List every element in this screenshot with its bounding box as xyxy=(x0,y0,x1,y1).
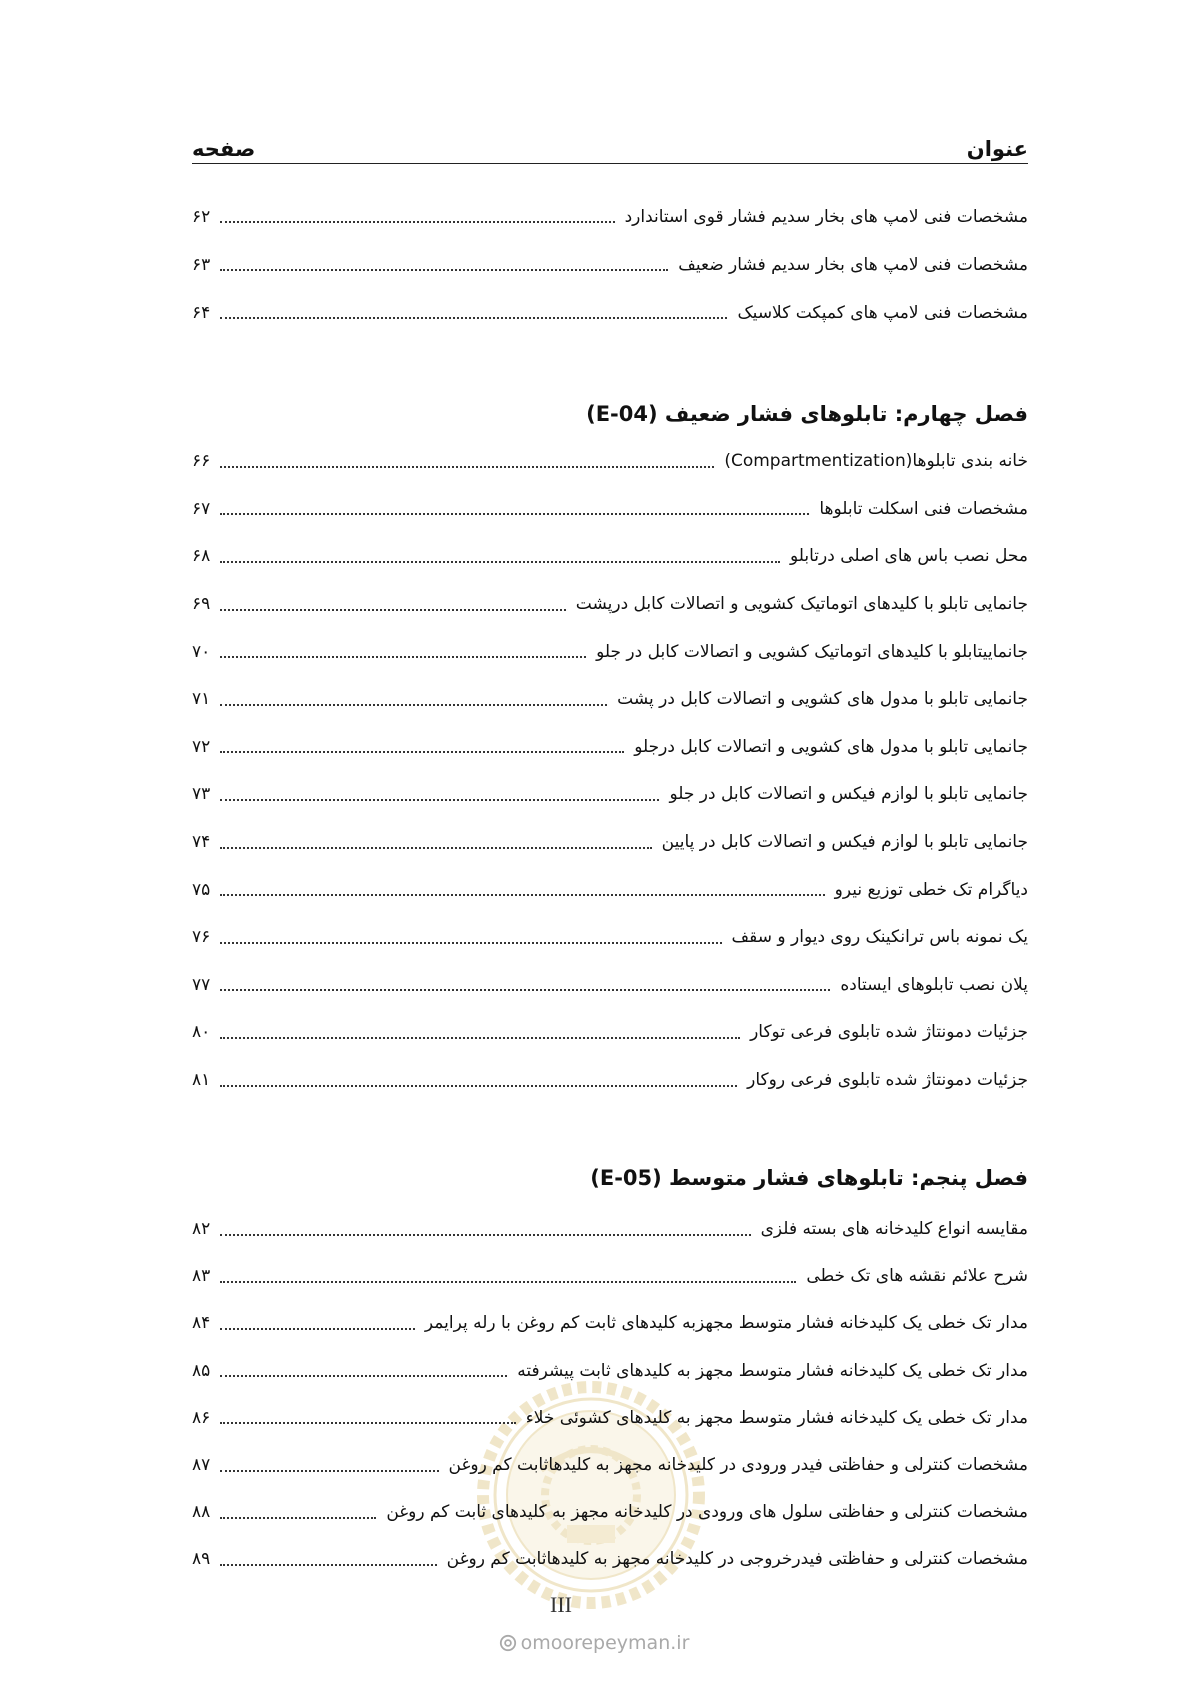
entry-page-number: ۶۳ xyxy=(192,254,211,275)
toc-entry xyxy=(192,1300,1028,1347)
entry-page-number: ۸۳ xyxy=(192,1266,211,1287)
entry-title: مشخصات فنی لامپ های بخار سدیم فشار ضعیف xyxy=(678,254,1028,275)
entry-page-number: ۷۱ xyxy=(192,689,211,710)
entry-page-number: ۶۷ xyxy=(192,498,211,519)
dot-leader xyxy=(220,561,780,563)
entry-title: مدار تک خطی یک کلیدخانه فشار متوسط مجهز به کلیدهای کشوئی خلاء xyxy=(525,1407,1028,1428)
toc-entry xyxy=(192,819,1028,867)
entry-page-number: ۷۷ xyxy=(192,974,211,995)
toc-entry xyxy=(192,1536,1028,1583)
toc-section xyxy=(192,1206,1028,1584)
dot-leader xyxy=(220,1037,740,1039)
entry-title: پلان نصب تابلوهای ایستاده xyxy=(840,974,1028,995)
dot-leader xyxy=(220,847,652,849)
entry-title: خانه بندی تابلوها(Compartmentization) xyxy=(724,451,1028,472)
entry-title: جانمایی تابلو با لوازم فیکس و اتصالات کابل در جلو xyxy=(669,784,1028,805)
header-divider xyxy=(192,163,1028,164)
dot-leader xyxy=(220,269,668,271)
entry-page-number: ۸۶ xyxy=(192,1407,211,1428)
entry-page-number: ۷۴ xyxy=(192,832,211,853)
toc-entry xyxy=(192,438,1028,486)
entry-title: دیاگرام تک خطی توزیع نیرو xyxy=(834,879,1028,900)
entry-title: مشخصات فنی لامپ های بخار سدیم فشار قوی استاندارد xyxy=(624,206,1028,227)
entry-title: محل نصب باس های اصلی درتابلو xyxy=(789,546,1028,567)
dot-leader xyxy=(220,1564,437,1566)
toc-entry xyxy=(192,486,1028,534)
chapter-heading: فصل پنجم: تابلوهای فشار متوسط (E-05) xyxy=(590,1166,1028,1190)
toc-entry xyxy=(192,914,1028,962)
page-folio-number: III xyxy=(550,1592,572,1617)
toc-entry xyxy=(192,1009,1028,1057)
column-title-label: عنوان xyxy=(966,137,1028,161)
toc-entry xyxy=(192,628,1028,676)
entry-title: جانمایی تابلو با لوازم فیکس و اتصالات کابل در پایین xyxy=(661,832,1028,853)
toc-entry xyxy=(192,724,1028,772)
dot-leader xyxy=(220,1234,751,1236)
dot-leader xyxy=(220,1328,415,1330)
chapter-heading: فصل چهارم: تابلوهای فشار ضعیف (E-04) xyxy=(586,402,1028,426)
toc-entry xyxy=(192,676,1028,724)
entry-page-number: ۸۸ xyxy=(192,1502,211,1523)
entry-page-number: ۸۴ xyxy=(192,1313,211,1334)
toc-entry xyxy=(192,1057,1028,1105)
toc-entry xyxy=(192,1442,1028,1489)
watermark-text: omoorepeyman.ir xyxy=(520,1632,690,1654)
dot-leader xyxy=(220,221,615,223)
entry-page-number: ۸۲ xyxy=(192,1219,211,1240)
dot-leader xyxy=(220,894,825,896)
dot-leader xyxy=(220,799,659,801)
toc-entry xyxy=(192,581,1028,629)
entry-page-number: ۶۶ xyxy=(192,451,211,472)
entry-title: مدار تک خطی یک کلیدخانه فشار متوسط مجهز به کلیدهای ثابت پیشرفته xyxy=(517,1360,1028,1381)
entry-title: یک نمونه باس ترانکینک روی دیوار و سقف xyxy=(731,927,1028,948)
entry-title: مدار تک خطی یک کلیدخانه فشار متوسط مجهزبه کلیدهای ثابت کم روغن با رله پرایمر xyxy=(424,1313,1028,1334)
toc-section xyxy=(192,193,1028,337)
entry-title: مشخصات کنترلی و حفاظتی سلول های ورودی در کلیدخانه مجهز به کلیدهای ثابت کم روغن xyxy=(386,1502,1028,1523)
entry-title: مشخصات کنترلی و حفاظتی فیدرخروجی در کلیدخانه مجهز به کلیدهاثابت کم روغن xyxy=(446,1549,1028,1570)
site-watermark xyxy=(474,1630,714,1656)
entry-page-number: ۸۱ xyxy=(192,1070,211,1091)
toc-entry xyxy=(192,193,1028,241)
dot-leader xyxy=(220,1281,796,1283)
dot-leader xyxy=(220,989,830,991)
entry-page-number: ۸۰ xyxy=(192,1022,211,1043)
dot-leader xyxy=(220,466,714,468)
toc-entry xyxy=(192,1253,1028,1300)
dot-leader xyxy=(220,513,809,515)
toc-entry xyxy=(192,533,1028,581)
entry-page-number: ۸۵ xyxy=(192,1360,211,1381)
entry-title: جانمایی تابلو با مدول های کشویی و اتصالات کابل درجلو xyxy=(634,736,1028,757)
dot-leader xyxy=(220,1517,376,1519)
entry-page-number: ۷۳ xyxy=(192,784,211,805)
toc-entry xyxy=(192,866,1028,914)
column-page-label: صفحه xyxy=(192,137,256,161)
entry-title: مقایسه انواع کلیدخانه های بسته فلزی xyxy=(760,1219,1028,1240)
toc-entry xyxy=(192,771,1028,819)
entry-title: مشخصات فنی اسکلت تابلوها xyxy=(819,498,1028,519)
entry-page-number: ۷۰ xyxy=(192,641,211,662)
dot-leader xyxy=(220,1422,516,1424)
dot-leader xyxy=(220,1375,507,1377)
dot-leader xyxy=(220,942,722,944)
dot-leader xyxy=(220,1470,439,1472)
entry-page-number: ۶۹ xyxy=(192,594,211,615)
entry-page-number: ۶۴ xyxy=(192,302,211,323)
entry-title: مشخصات کنترلی و حفاظتی فیدر ورودی در کلیدخانه مجهز به کلیدهاثابت کم روغن xyxy=(448,1455,1028,1476)
dot-leader xyxy=(220,751,624,753)
toc-entry xyxy=(192,1395,1028,1442)
entry-title: جانمایی تابلو با مدول های کشویی و اتصالات کابل در پشت xyxy=(617,689,1028,710)
entry-title: جزئیات دمونتاژ شده تابلوی فرعی روکار xyxy=(747,1070,1028,1091)
dot-leader xyxy=(220,704,607,706)
at-icon xyxy=(499,1634,517,1652)
toc-entry xyxy=(192,241,1028,289)
entry-page-number: ۸۷ xyxy=(192,1455,211,1476)
toc-header xyxy=(192,131,1028,161)
entry-page-number: ۷۶ xyxy=(192,927,211,948)
entry-title: مشخصات فنی لامپ های کمپکت کلاسیک xyxy=(737,302,1028,323)
toc-entry xyxy=(192,1206,1028,1253)
dot-leader xyxy=(220,1085,737,1087)
entry-title: شرح علائم نقشه های تک خطی xyxy=(806,1266,1028,1287)
dot-leader xyxy=(220,609,566,611)
toc-section xyxy=(192,438,1028,1104)
entry-page-number: ۷۲ xyxy=(192,736,211,757)
entry-page-number: ۶۸ xyxy=(192,546,211,567)
dot-leader xyxy=(220,317,727,319)
toc-entry xyxy=(192,962,1028,1010)
toc-entry xyxy=(192,289,1028,337)
toc-entry xyxy=(192,1348,1028,1395)
entry-page-number: ۶۲ xyxy=(192,206,211,227)
dot-leader xyxy=(220,656,586,658)
entry-page-number: ۸۹ xyxy=(192,1549,211,1570)
entry-page-number: ۷۵ xyxy=(192,879,211,900)
entry-title: جانمایی تابلو با کلیدهای اتوماتیک کشویی و اتصالات کابل درپشت xyxy=(575,594,1028,615)
toc-entry xyxy=(192,1489,1028,1536)
entry-title: جانماییتابلو با کلیدهای اتوماتیک کشویی و اتصالات کابل در جلو xyxy=(596,641,1028,662)
entry-title: جزئیات دمونتاژ شده تابلوی فرعی توکار xyxy=(750,1022,1028,1043)
